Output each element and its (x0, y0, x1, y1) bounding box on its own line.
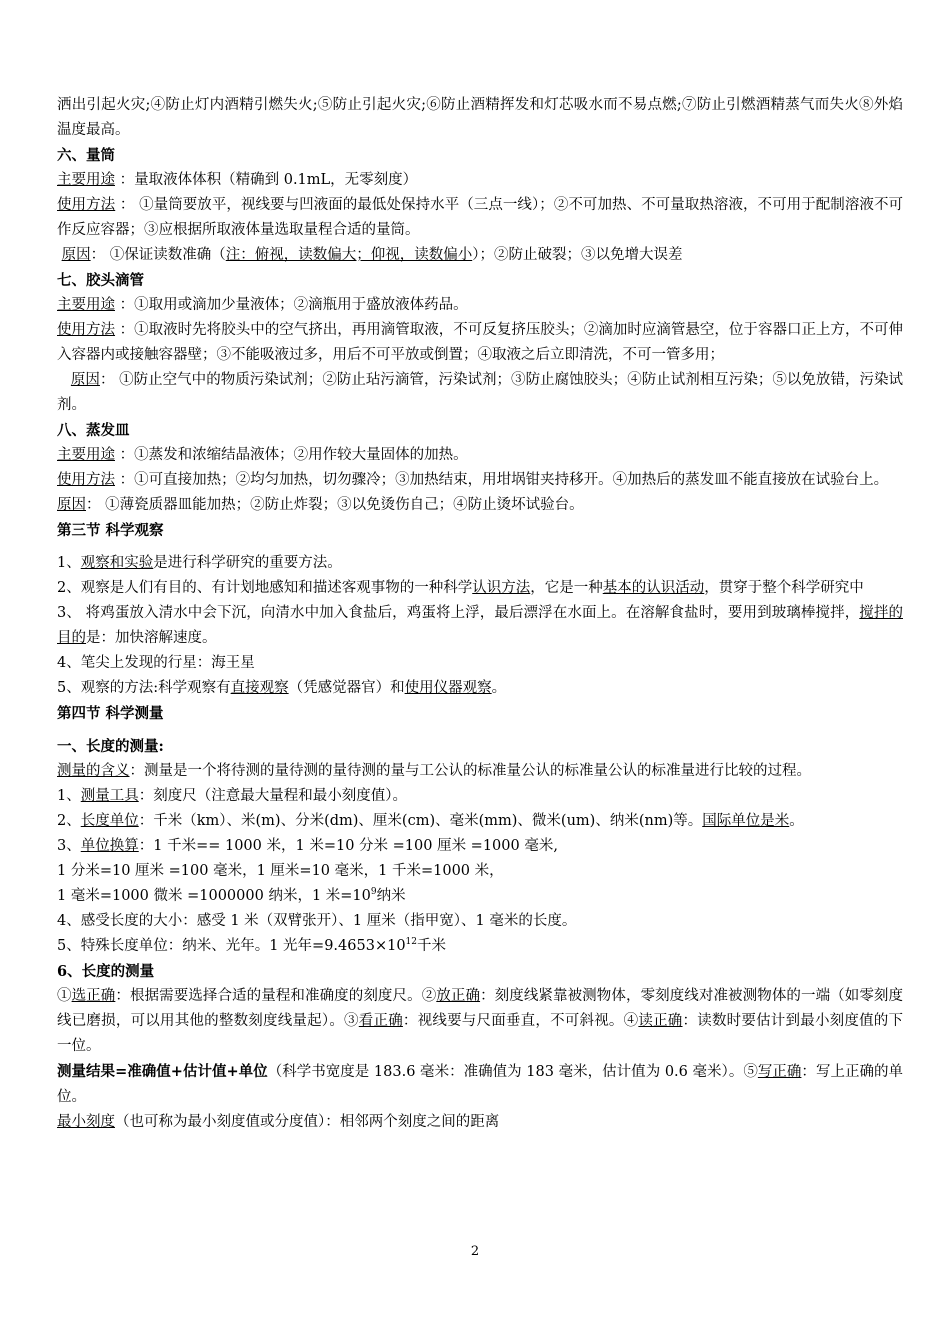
dropper-method (57, 318, 903, 368)
text: 5、观察的方法:科学观察有 (57, 680, 231, 696)
dropper-reason (57, 368, 903, 418)
underlined: 最小刻度 (57, 1114, 115, 1130)
paragraph-alcohol-lamp-end: 洒出引起火灾;④防止灯内酒精引燃失火;⑤防止引起火灾;⑥防止酒精挥发和灯芯吸水而不易点燃;⑦防止引燃酒精蒸气而失火⑧外焰温度最高。 (57, 97, 903, 138)
bold-text: 测量结果=准确值+估计值+单位 (57, 1063, 268, 1080)
text: ：测量是一个将待测的量待测的量待测的量与工公认的标准量公认的标准量公认的标准量进行比较的过程。 (129, 763, 811, 779)
underlined: 测量工具 (80, 788, 139, 804)
text: ：刻度线紧靠被测物体，零刻度线对准被测物体的一端（如零刻度线已磨损，可以用其他的整数刻度线量起）。③ (57, 988, 904, 1029)
label-reason: 原因 (70, 372, 100, 388)
text: ：视线要与尺面垂直，不可斜视。④ (402, 1013, 639, 1029)
underlined: 基本的认识活动 (602, 580, 705, 596)
unit-conversion-3 (57, 884, 903, 909)
underlined: 直接观察 (230, 680, 289, 696)
note-text: 注：俯视，读数偏大；仰视，读数偏小 (225, 247, 473, 263)
obs-line-1 (57, 551, 903, 576)
underlined: 使用仪器观察 (404, 680, 492, 696)
text: ：①取液时先将胶头中的空气挤出，再用滴管取液，不可反复挤压胶头；②滴加时应滴管悬空，位于容器口正上方，不可伸入容器内或接触容器壁；③不能吸液过多，用后不可平放或倒置；④取液之后立即清洗，不可一管多用； (57, 322, 903, 363)
measure-definition (57, 759, 903, 784)
text: 1、 (57, 555, 81, 571)
text: ： ①薄瓷质器皿能加热；②防止炸裂；③以免烫伤自己；④防止烫坏试验台。 (86, 497, 584, 513)
heading-section-3: 第三节 科学观察 (57, 522, 164, 539)
obs-line-5 (57, 676, 903, 701)
measure-result (57, 1059, 903, 1110)
text: 3、 (57, 838, 81, 854)
measure-tool (57, 784, 903, 809)
text: ： ①保证读数准确（ (90, 247, 226, 263)
obs-line-4: 4、笔尖上发现的行星：海王星 (57, 655, 255, 671)
dish-usage (57, 443, 903, 468)
heading-evaporating-dish: 八、蒸发皿 (57, 422, 130, 439)
heading-length-measure-steps: 6、长度的测量 (57, 963, 155, 980)
underlined: 国际单位是米 (702, 813, 790, 829)
length-units: 2、长度单位：千米（km）、米(m)、分米(dm)、厘米(cm)、毫米(mm)、微米(um)、纳米(nm)等。国际单位是米。 (57, 813, 804, 829)
text: ① (57, 988, 72, 1004)
text: ，它是一种 (530, 580, 603, 596)
label-usage: 主要用途 (57, 172, 115, 188)
text: ：①蒸发和浓缩结晶液体；②用作较大量固体的加热。 (115, 447, 468, 463)
obs-line-2 (57, 576, 903, 601)
label-method: 使用方法 (57, 472, 115, 488)
superscript: 9 (370, 887, 377, 898)
min-scale (57, 1110, 903, 1135)
text: 1 毫米=1000 微米 =1000000 纳米，1 米=10 (57, 888, 371, 904)
dropper-usage (57, 293, 903, 318)
special-units (57, 934, 903, 959)
unit-conversion-2: 1 分米=10 厘米 =100 毫米，1 厘米=10 毫米，1 千米=1000 米， (57, 863, 504, 879)
text: ，贯穿于整个科学研究中 (704, 580, 864, 596)
measure-steps (57, 984, 903, 1059)
text: ： ①量筒要放平，视线要与凹液面的最低处保持水平（三点一线）；②不可加热、不可量取热溶液，不可用于配制溶液不可作反应容器；③应根据所取液体量选取量程合适的量筒。 (57, 197, 904, 238)
underlined: 写正确 (757, 1064, 802, 1080)
text: ：刻度尺（注意最大量程和最小刻度值）。 (138, 788, 407, 804)
superscript: 12 (405, 937, 417, 948)
underlined: 认识方法 (472, 580, 531, 596)
text: ：①可直接加热；②均匀加热，切勿骤冷；③加热结束，用坩埚钳夹持移开。④加热后的蒸发皿不能直接放在试验台上。 (115, 472, 889, 488)
cylinder-method (57, 193, 903, 243)
label-method: 使用方法 (57, 197, 116, 213)
page-number: 2 (470, 1244, 480, 1259)
cylinder-usage (57, 168, 903, 193)
underlined: 观察和实验 (80, 555, 154, 571)
dish-method (57, 468, 903, 493)
unit-conversion-1 (57, 834, 903, 859)
heading-graduated-cylinder: 六、量筒 (57, 147, 115, 164)
text: 是：加快溶解速度。 (86, 630, 217, 646)
text: 3、 将鸡蛋放入清水中会下沉，向清水中加入食盐后，鸡蛋将上浮，最后漂浮在水面上。在溶解食盐时，要用到玻璃棒搅拌， (57, 605, 860, 621)
label-usage: 主要用途 (57, 447, 115, 463)
text: 是进行科学研究的重要方法。 (153, 555, 342, 571)
underlined: 放正确 (436, 988, 481, 1004)
document-body (57, 93, 903, 1135)
text: 2、 (57, 813, 81, 829)
heading-dropper: 七、胶头滴管 (57, 272, 144, 289)
text: ：1 千米== 1000 米，1 米=10 分米 =100 厘米 =1000 毫米, (138, 838, 558, 854)
text: ：千米（km）、米(m)、分米(dm)、厘米(cm)、毫米(mm)、微米(um)、纳米(nm)等。 (138, 813, 703, 829)
heading-section-4: 第四节 科学测量 (57, 705, 164, 722)
text: 2、观察是人们有目的、有计划地感知和描述客观事物的一种科学 (57, 580, 473, 596)
obs-line-3 (57, 601, 903, 651)
text: ：①取用或滴加少量液体；②滴瓶用于盛放液体药品。 (115, 297, 468, 313)
underlined: 搅拌的目的 (57, 605, 903, 646)
underlined: 看正确 (358, 1013, 403, 1029)
text: （凭感觉器官）和 (288, 680, 405, 696)
text: ： ①防止空气中的物质污染试剂；②防止玷污滴管，污染试剂；③防止腐蚀胶头；④防止试剂相互污染；⑤以免放错，污染试剂。 (57, 372, 904, 413)
dish-reason (57, 493, 903, 518)
text: 纳米 (376, 888, 406, 904)
text: （也可称为最小刻度值或分度值）：相邻两个刻度之间的距离 (115, 1114, 500, 1130)
underlined: 读正确 (638, 1013, 683, 1029)
text: ：根据需要选择合适的量程和准确度的刻度尺。② (115, 988, 437, 1004)
text: 5、特殊长度单位：纳米、光年。1 光年=9.4653×10 (57, 938, 406, 954)
label-method: 使用方法 (57, 322, 116, 338)
text: ：量取液体体积（精确到 0.1mL，无零刻度） (115, 172, 418, 188)
text: 。 (491, 680, 507, 696)
underlined: 测量的含义 (57, 763, 130, 779)
text: 1、 (57, 788, 81, 804)
label-reason: 原因 (57, 497, 86, 513)
text: ）；②防止破裂；③以免增大误差 (472, 247, 683, 263)
text: （科学书宽度是 183.6 毫米：准确值为 183 毫米，估计值为 0.6 毫米）。⑤ (267, 1064, 758, 1080)
underlined: 选正确 (71, 988, 116, 1004)
label-reason: 原因 (61, 247, 91, 263)
label-usage: 主要用途 (57, 297, 115, 313)
text: 千米 (417, 938, 446, 954)
cylinder-reason (57, 243, 903, 268)
length-perception: 4、感受长度的大小：感受 1 米（双臂张开）、1 厘米（指甲宽）、1 毫米的长度。 (57, 913, 577, 929)
underlined: 单位换算 (80, 838, 139, 854)
underlined: 长度单位 (80, 813, 139, 829)
heading-length-measurement: 一、长度的测量: (57, 738, 164, 755)
text: ：写上正确的单位。 (57, 1064, 904, 1105)
text: ：读数时要估计到最小刻度值的下一位。 (57, 1013, 904, 1054)
